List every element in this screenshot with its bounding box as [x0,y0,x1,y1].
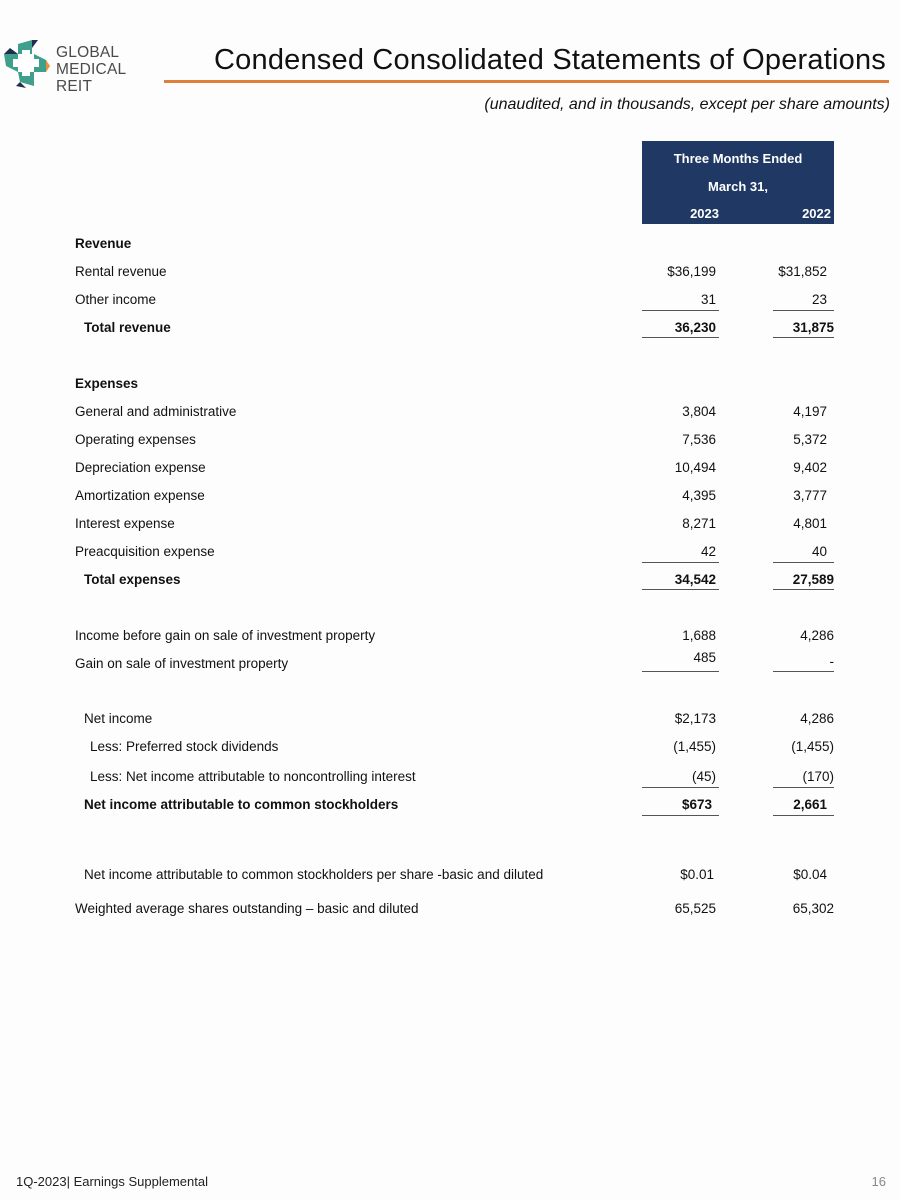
page-number: 16 [871,1174,886,1189]
column-header [642,141,834,224]
logo-line-2: MEDICAL REIT [56,61,126,95]
subtotal-rule [642,787,719,788]
value-2022: (170) [802,769,834,784]
row-label: Amortization expense [75,488,205,503]
value-2023: 3,804 [682,404,716,419]
row-label: Revenue [75,236,132,251]
table-row-eps [0,865,900,887]
table-row-weighted-shares [0,899,900,921]
row-label: Expenses [75,376,139,391]
value-2022: 5,372 [793,432,827,447]
table-row-net-income-common [0,795,900,817]
logo-line-1: GLOBAL [56,44,120,61]
medical-cross-logo-icon [2,38,50,88]
page-title: Condensed Consolidated Statements of Operations [214,44,886,76]
row-label: Interest expense [75,516,175,531]
table-row-other-income [0,290,900,312]
row-label: Other income [75,292,157,307]
subtotal-rule [773,671,834,672]
table-row-rental-revenue [0,262,900,284]
total-rule [773,815,834,816]
value-2023: $2,173 [674,711,716,726]
company-logo [0,36,165,95]
row-label: Less: Net income attributable to noncontrolling interest [90,769,416,784]
value-2022: 3,777 [793,488,827,503]
value-2022: 4,197 [793,404,827,419]
row-label: Gain on sale of investment property [75,656,289,671]
table-row-general-administrative [0,402,900,424]
expenses-section-heading [0,374,900,396]
row-label: Total expenses [84,572,181,587]
value-2023: 65,525 [674,901,716,916]
value-2023: $0.01 [680,867,714,882]
total-rule [773,337,834,338]
subtotal-rule [642,671,719,672]
table-row-total-expenses [0,570,900,592]
value-2023: 7,536 [682,432,716,447]
value-2023: 34,542 [674,572,716,587]
table-row-gain-on-sale [0,652,900,674]
value-2022: $31,852 [778,264,827,279]
page-subtitle: (unaudited, and in thousands, except per share amounts) [484,96,890,113]
row-label: Preacquisition expense [75,544,215,559]
row-label: Net income [84,711,153,726]
value-2022: 9,402 [793,460,827,475]
value-2023: $673 [681,797,712,812]
value-2023: (1,455) [673,739,716,754]
total-rule [642,337,719,338]
total-rule [773,589,834,590]
value-2022: 4,286 [800,628,834,643]
row-label: Weighted average shares outstanding – basic and diluted [75,901,419,916]
period-date: March 31, [708,179,768,194]
row-label: Total revenue [84,320,171,335]
table-row-preferred-dividends [0,737,900,759]
value-2022: 40 [811,544,827,559]
value-2022: - [829,654,834,669]
value-2023: 10,494 [674,460,716,475]
value-2023: 31 [700,292,716,307]
total-rule [642,589,719,590]
row-label: Net income attributable to common stockholders [84,797,399,812]
total-rule [642,815,719,816]
value-2022: 31,875 [792,320,834,335]
value-2022: 23 [811,292,827,307]
subtotal-rule [773,562,834,563]
year-2023-header: 2023 [690,206,719,221]
value-2023: $36,199 [667,264,716,279]
table-row-depreciation [0,458,900,480]
footer-report-label: 1Q-2023| Earnings Supplemental [16,1174,208,1189]
value-2022: $0.04 [793,867,827,882]
value-2023: 1,688 [682,628,716,643]
table-row-interest [0,514,900,536]
value-2023: 42 [700,544,716,559]
subtotal-rule [773,787,834,788]
value-2022: 65,302 [792,901,834,916]
row-label: Operating expenses [75,432,196,447]
table-row-operating-expenses [0,430,900,452]
value-2023: 36,230 [674,320,716,335]
revenue-section-heading [0,234,900,256]
row-label: Net income attributable to common stockholders per share -basic and diluted [84,867,544,882]
period-label: Three Months Ended [673,151,803,166]
value-2022: 4,801 [793,516,827,531]
value-2022: 27,589 [792,572,834,587]
table-row-total-revenue [0,318,900,340]
subtotal-rule [642,562,719,563]
row-label: Less: Preferred stock dividends [90,739,279,754]
value-2022: 2,661 [793,797,827,812]
table-row-net-income [0,709,900,731]
title-underline-divider [164,80,889,83]
value-2023: 485 [693,650,716,665]
table-row-noncontrolling-interest [0,767,900,789]
table-row-amortization [0,486,900,508]
table-row-income-before-gain [0,626,900,648]
value-2022: 4,286 [800,711,834,726]
row-label: Income before gain on sale of investment property [75,628,376,643]
subtotal-rule [773,310,834,311]
table-row-preacquisition [0,542,900,564]
subtotal-rule [642,310,719,311]
logo-wordmark [56,44,165,95]
value-2022: (1,455) [791,739,834,754]
row-label: Rental revenue [75,264,167,279]
year-2022-header: 2022 [802,206,831,221]
row-label: General and administrative [75,404,237,419]
value-2023: (45) [691,769,716,784]
row-label: Depreciation expense [75,460,206,475]
value-2023: 8,271 [682,516,716,531]
value-2023: 4,395 [682,488,716,503]
